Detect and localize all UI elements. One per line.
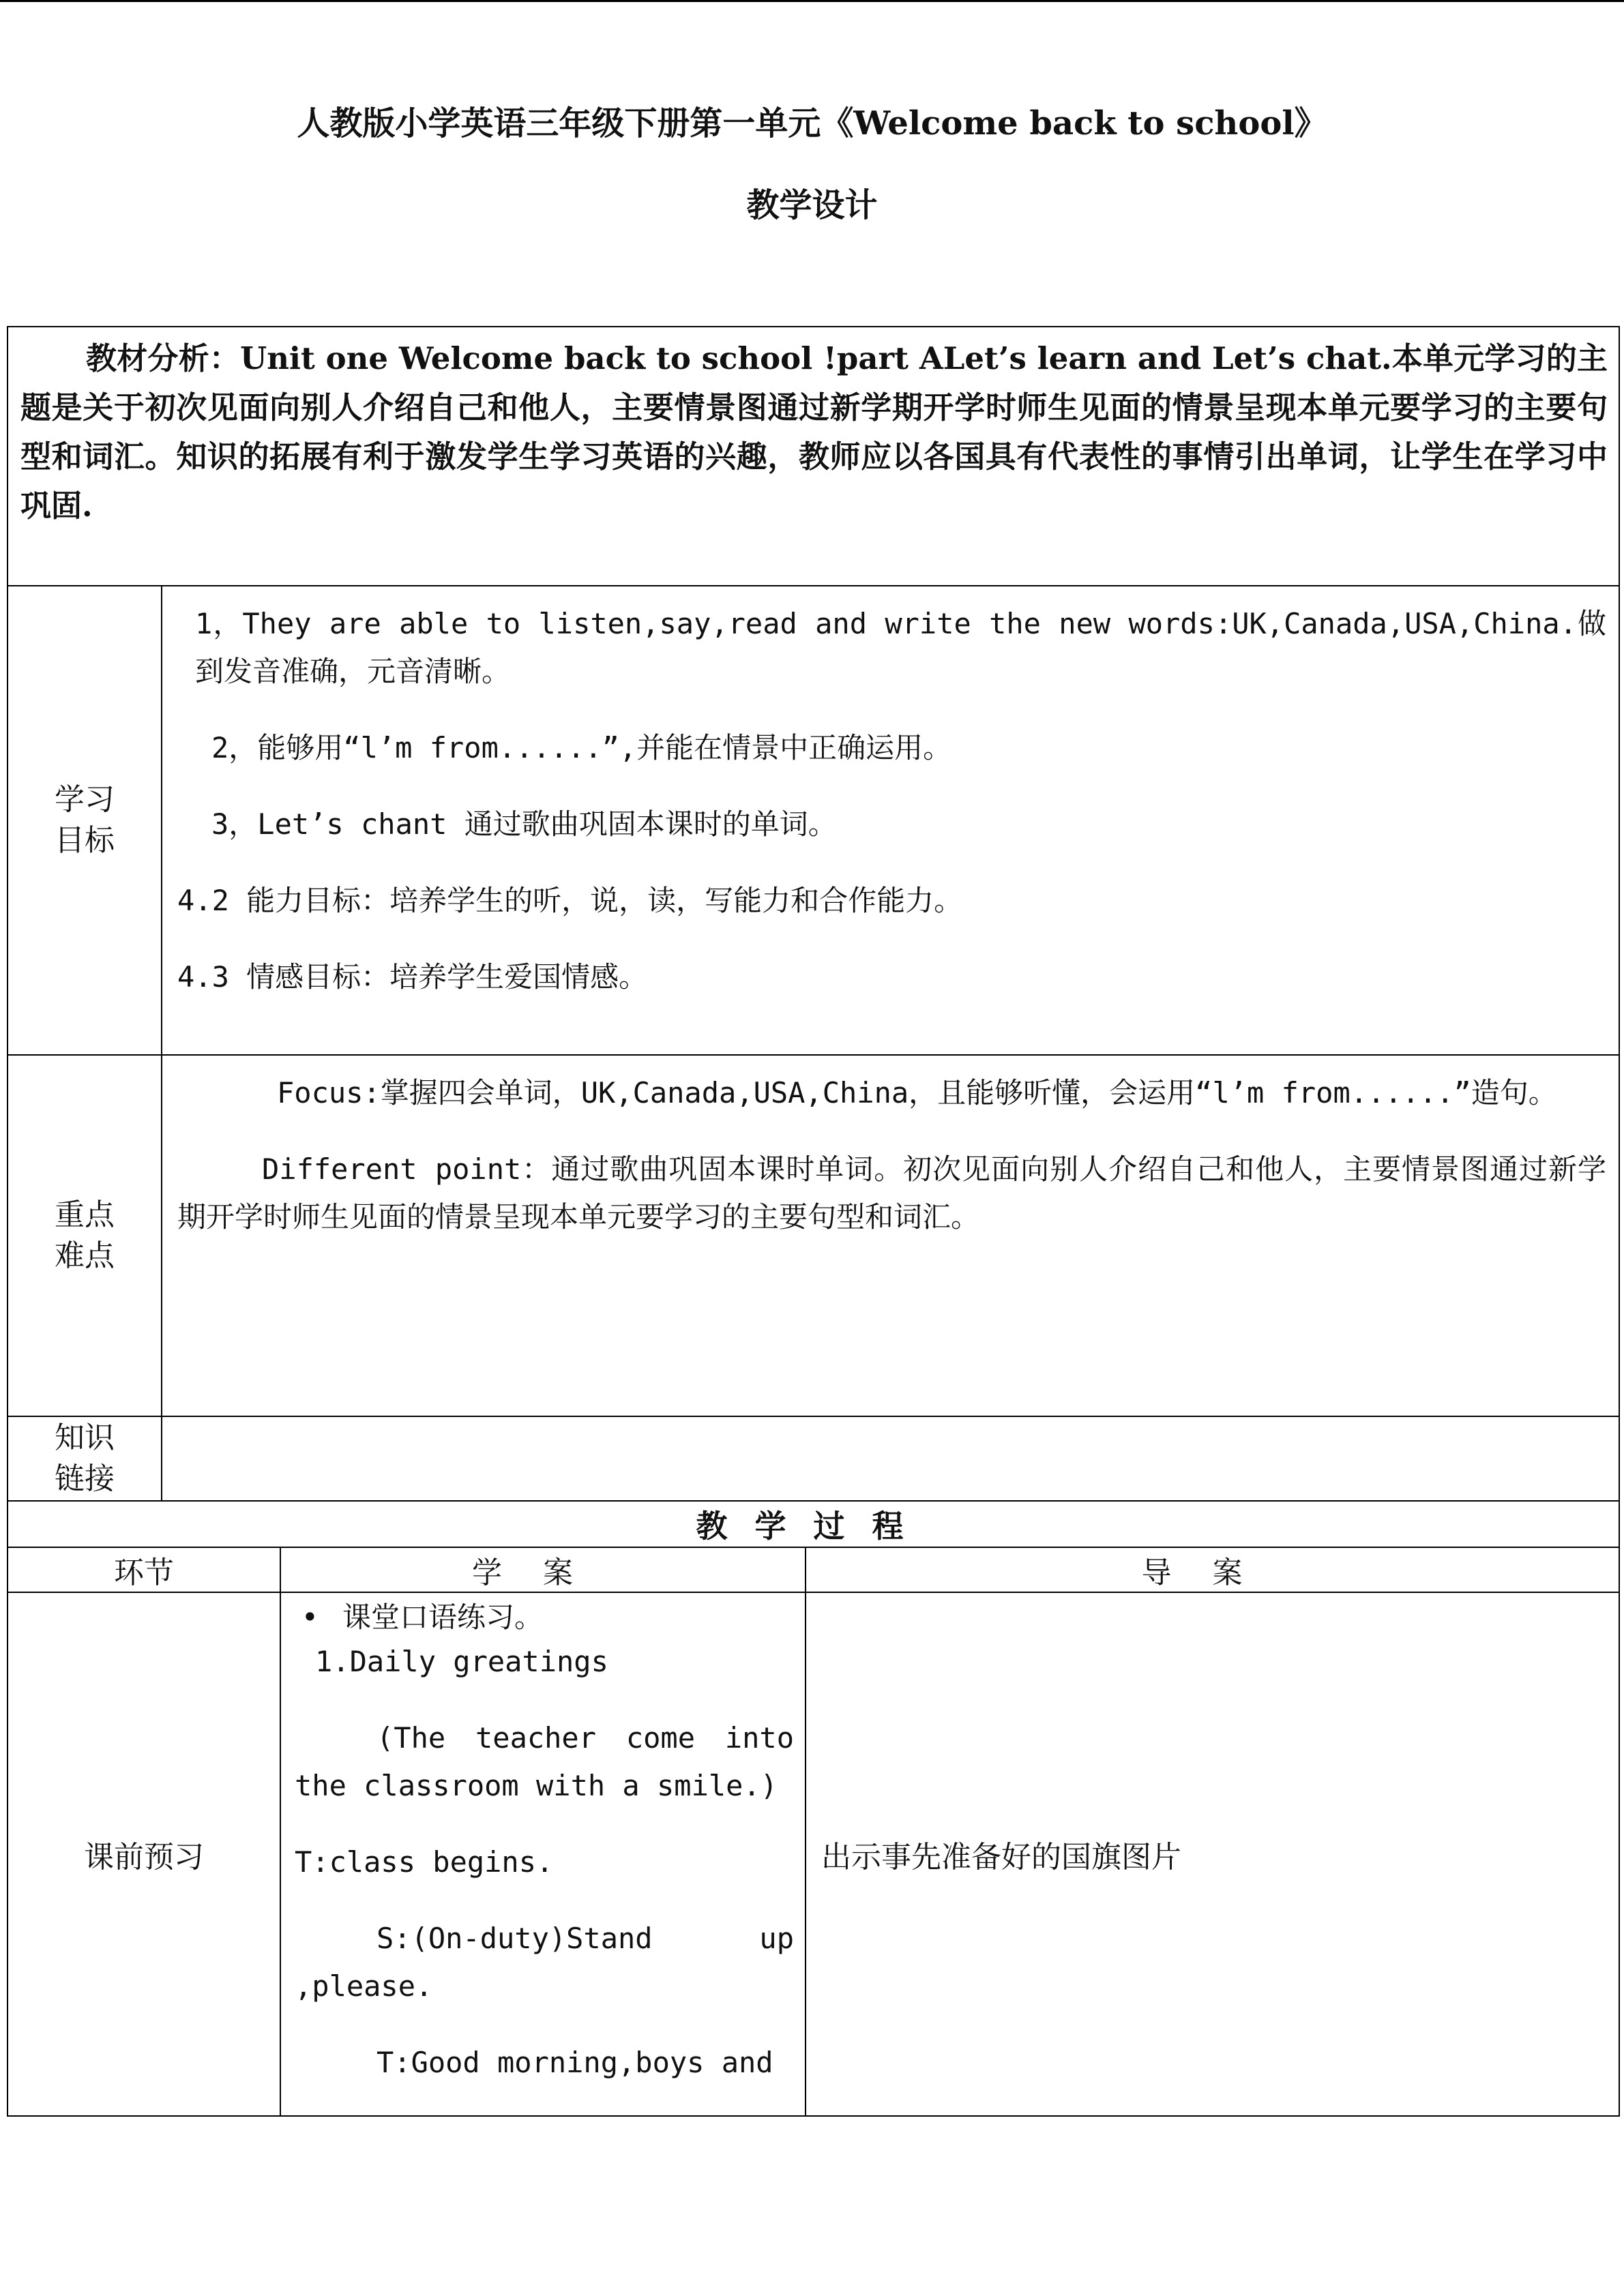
focus-text: Focus:掌握四会单词，UK,Canada,USA,China，且能够听懂，会运用“l’m from......”造句。 bbox=[277, 1076, 1557, 1109]
document-subtitle: 教学设计 bbox=[746, 186, 878, 224]
plan-line: T:Good morning,boys and bbox=[377, 2046, 773, 2079]
analysis-text bbox=[8, 327, 1619, 585]
process-columns-row bbox=[8, 1547, 1619, 1592]
key-points-content bbox=[162, 1055, 1619, 1416]
goals-content bbox=[162, 586, 1619, 1055]
goals-label-text: 学习 目标 bbox=[55, 782, 115, 858]
process-heading-row bbox=[8, 1501, 1619, 1547]
plan-title bbox=[295, 1597, 794, 1638]
analysis-paragraph: 教材分析：Unit one Welcome back to school !part ALet’s learn and Let’s chat.本单元学习的主题是关于初次见面向别人介绍自己和他人，主要情景图通过新学期开学时师生见面的情景呈现本单元要学习的主要句型和词汇。知识的拓展有利于激发学生学习英语的兴趣，教师应以各国具有代表性的事情引出单词，让学生在学习中巩固. bbox=[20, 340, 1608, 524]
bullet-icon: • bbox=[301, 1600, 319, 1634]
process-row bbox=[8, 1592, 1619, 2116]
plan-line: 1.Daily greatings bbox=[315, 1645, 608, 1678]
plan-line: (The teacher come into the classroom with a smile.) bbox=[295, 1721, 794, 1802]
top-border bbox=[0, 0, 1624, 2]
plan-title-text: 课堂口语练习。 bbox=[342, 1600, 544, 1634]
document-title: 人教版小学英语三年级下册第一单元《Welcome back to school》 bbox=[297, 104, 1327, 143]
goal-item: 1，They are able to listen,say,read and write the new words:UK,Canada,USA,China.做到发音准确，元音清晰。 bbox=[195, 607, 1607, 688]
knowledge-link-content bbox=[162, 1416, 1619, 1501]
column-header-guide-plan: 导案 bbox=[806, 1547, 1619, 1592]
goal-item: 4.3 情感目标：培养学生爱国情感。 bbox=[177, 960, 648, 994]
knowledge-link-label-text: 知识 链接 bbox=[55, 1420, 115, 1496]
key-points-row bbox=[8, 1055, 1619, 1416]
analysis-row bbox=[8, 327, 1619, 586]
goals-row bbox=[8, 586, 1619, 1055]
goals-label bbox=[8, 586, 162, 1055]
goal-item: 2，能够用“l’m from......”,并能在情景中正确运用。 bbox=[211, 731, 952, 764]
key-points-label-text: 重点 难点 bbox=[55, 1197, 115, 1273]
knowledge-link-row bbox=[8, 1416, 1619, 1501]
knowledge-link-label bbox=[8, 1416, 162, 1501]
key-points-label bbox=[8, 1055, 162, 1416]
guide-plan-cell: 出示事先准备好的国旗图片 bbox=[806, 1592, 1619, 2116]
plan-line: S:(On-duty)Stand up ,please. bbox=[295, 1922, 794, 2003]
difficult-point-text: Different point：通过歌曲巩固本课时单词。初次见面向别人介绍自己和他人，主要情景图通过新学期开学时师生见面的情景呈现本单元要学习的主要句型和词汇。 bbox=[177, 1152, 1607, 1234]
goal-item: 4.2 能力目标：培养学生的听，说，读，写能力和合作能力。 bbox=[177, 884, 963, 917]
study-plan-cell bbox=[280, 1592, 806, 2116]
stage-cell: 课前预习 bbox=[8, 1592, 280, 2116]
lesson-plan-table bbox=[7, 326, 1620, 2117]
column-header-study-plan: 学案 bbox=[280, 1547, 806, 1592]
goal-item: 3，Let’s chant 通过歌曲巩固本课时的单词。 bbox=[211, 807, 837, 841]
analysis-cell bbox=[8, 327, 1619, 586]
column-header-stage: 环节 bbox=[8, 1547, 280, 1592]
plan-line: T:class begins. bbox=[295, 1845, 554, 1879]
process-heading: 教学过程 bbox=[8, 1501, 1619, 1547]
